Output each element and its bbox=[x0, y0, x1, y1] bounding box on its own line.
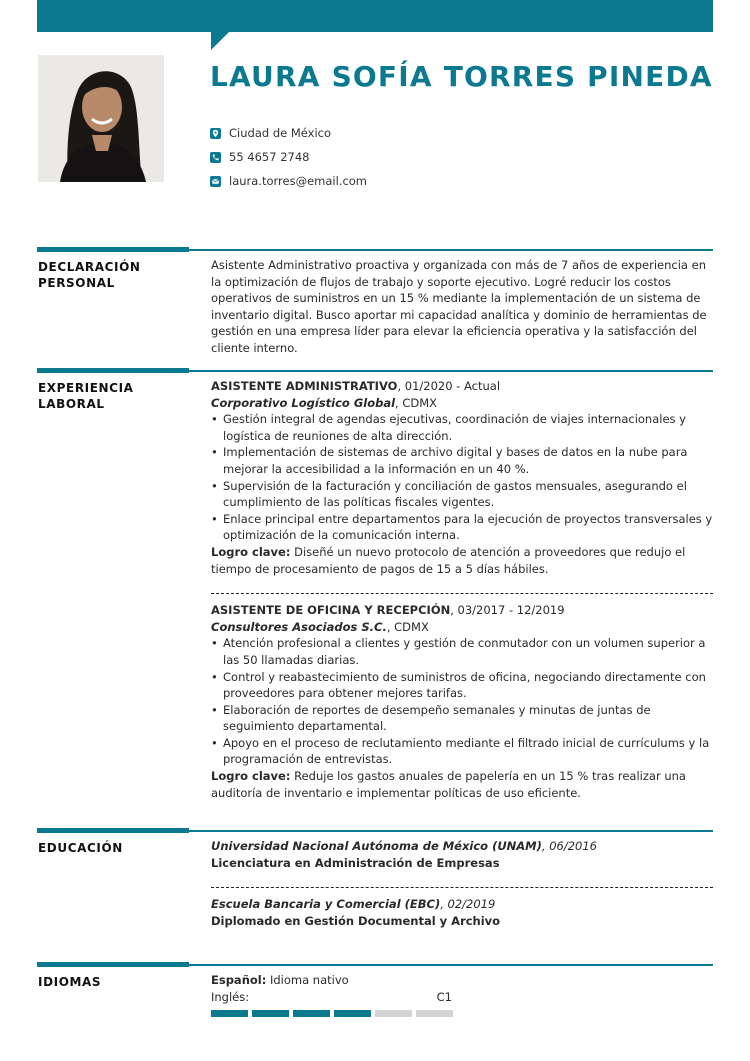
list-item: • Enlace principal entre departamentos para la ejecución de proyectos transversales y optimización de la comunicación interna. bbox=[211, 511, 713, 544]
achievement-text: Diseñé un nuevo protocolo de atención a proveedores que redujo el tiempo de procesamiento de pagos de 15 a 5 días hábiles. bbox=[211, 544, 686, 576]
section-title: IDIOMAS bbox=[38, 975, 102, 989]
contact-email-text: laura.torres@email.com bbox=[229, 174, 368, 188]
personal-text: Asistente Administrativo proactiva y organizada con más de 7 años de experiencia en la optimización de flujos de trabajo y soporte ejecutivo. Logré reducir los costos operativos de suministros en un 15 % mediante la implementación de un sistema de inventario digital. Busco aportar mi capacidad analítica y dominio de herramientas de gestión en una empresa líder para elevar la eficiencia operativa y la satisfacción del cliente interno. bbox=[211, 258, 707, 355]
job-company-line bbox=[211, 619, 713, 636]
phone-icon bbox=[210, 152, 221, 163]
profile-photo bbox=[38, 55, 164, 182]
language-level-meter bbox=[211, 1010, 713, 1017]
list-item: • Control y reabastecimiento de suministros de oficina, negociando directamente con proveedores para obtener mejores tarifas. bbox=[211, 669, 713, 702]
education-degree: Diplomado en Gestión Documental y Archivo bbox=[211, 913, 501, 928]
job-dates: , 01/2020 - Actual bbox=[397, 379, 501, 393]
list-item: • Elaboración de reportes de desempeño semanales y minutas de juntas de seguimiento departamental. bbox=[211, 702, 713, 735]
job-company: Corporativo Logístico Global bbox=[211, 395, 396, 410]
list-item: • Implementación de sistemas de archivo digital y bases de datos en la nube para mejorar la accesibilidad a la información en un 40 %. bbox=[211, 444, 713, 477]
job-header bbox=[211, 378, 713, 395]
job-achievement bbox=[211, 768, 713, 801]
education-entry bbox=[211, 838, 713, 871]
job-location: , CDMX bbox=[395, 395, 438, 410]
job-role: ASISTENTE DE OFICINA Y RECEPCIÓN bbox=[211, 603, 451, 618]
achievement-label: Logro clave: bbox=[211, 769, 291, 784]
language-level-segment bbox=[375, 1010, 412, 1017]
education-entry bbox=[211, 896, 713, 929]
language-level-segment bbox=[416, 1010, 453, 1017]
education-school: Escuela Bancaria y Comercial (EBC) bbox=[211, 897, 441, 912]
contact-location-text: Ciudad de México bbox=[229, 126, 332, 140]
job-bullets bbox=[211, 411, 713, 544]
language-native-label: Español: bbox=[211, 973, 267, 987]
education-school-line bbox=[211, 896, 713, 913]
list-item: • Apoyo en el proceso de reclutamiento mediante el filtrado inicial de currículums y la programación de entrevistas. bbox=[211, 735, 713, 768]
section-rule-accent bbox=[37, 368, 189, 373]
language-level-segment bbox=[334, 1010, 371, 1017]
job-bullets bbox=[211, 635, 713, 768]
section-title: DECLARACIÓN PERSONAL bbox=[38, 260, 141, 290]
header-band bbox=[37, 0, 713, 32]
section-title: EDUCACIÓN bbox=[38, 841, 123, 855]
language-second-level: C1 bbox=[436, 989, 452, 1004]
job-role: ASISTENTE ADMINISTRATIVO bbox=[211, 379, 398, 393]
education-school-line bbox=[211, 838, 713, 855]
contact-phone bbox=[210, 150, 309, 164]
contact-phone-text: 55 4657 2748 bbox=[229, 150, 310, 164]
contact-email bbox=[210, 174, 367, 188]
section-title: EXPERIENCIA LABORAL bbox=[38, 381, 134, 411]
email-icon bbox=[210, 176, 221, 187]
education-date: , 02/2019 bbox=[440, 897, 496, 912]
list-item: • Supervisión de la facturación y conciliación de gastos mensuales, asegurando el cumplimiento de las políticas fiscales vigentes. bbox=[211, 478, 713, 511]
personal-statement bbox=[211, 257, 713, 357]
candidate-name: LAURA SOFÍA TORRES PINEDA bbox=[210, 60, 713, 93]
job-dates: , 03/2017 - 12/2019 bbox=[450, 603, 565, 618]
job-company-line bbox=[211, 395, 713, 412]
header-notch bbox=[211, 32, 229, 50]
language-second-label: Inglés: bbox=[211, 989, 250, 1004]
language-level-segment bbox=[211, 1010, 248, 1017]
language-native bbox=[211, 972, 713, 989]
education-date: , 06/2016 bbox=[541, 839, 597, 853]
list-item: • Gestión integral de agendas ejecutivas, coordinación de viajes internacionales y logística de reuniones de alta dirección. bbox=[211, 411, 713, 444]
job-location: , CDMX bbox=[386, 619, 429, 634]
job-entry bbox=[211, 378, 713, 577]
section-rule-accent bbox=[37, 247, 189, 252]
education-list bbox=[211, 838, 713, 929]
achievement-label: Logro clave: bbox=[211, 544, 291, 559]
contact-location bbox=[210, 126, 331, 140]
job-company: Consultores Asociados S.C. bbox=[211, 619, 387, 634]
language-level-segment bbox=[293, 1010, 330, 1017]
language-second bbox=[211, 989, 452, 1006]
map-pin-icon bbox=[210, 128, 221, 139]
entry-divider bbox=[211, 887, 713, 888]
list-item: • Atención profesional a clientes y gestión de conmutador con un volumen superior a las 50 llamadas diarias. bbox=[211, 635, 713, 668]
section-rule-accent bbox=[37, 962, 189, 967]
job-achievement bbox=[211, 544, 713, 577]
achievement-text: Reduje los gastos anuales de papelería en un 15 % tras realizar una auditoría de inventario e implementar políticas de uso eficiente. bbox=[211, 769, 686, 800]
entry-divider bbox=[211, 593, 713, 594]
job-entry bbox=[211, 602, 713, 801]
language-level-segment bbox=[252, 1010, 289, 1017]
language-list bbox=[211, 972, 713, 1017]
education-school: Universidad Nacional Autónoma de México (UNAM) bbox=[211, 839, 542, 853]
education-degree: Licenciatura en Administración de Empresas bbox=[211, 855, 500, 870]
language-native-value: Idioma nativo bbox=[266, 973, 349, 987]
experience-list bbox=[211, 378, 713, 801]
section-rule-accent bbox=[37, 828, 189, 833]
job-header bbox=[211, 602, 713, 619]
